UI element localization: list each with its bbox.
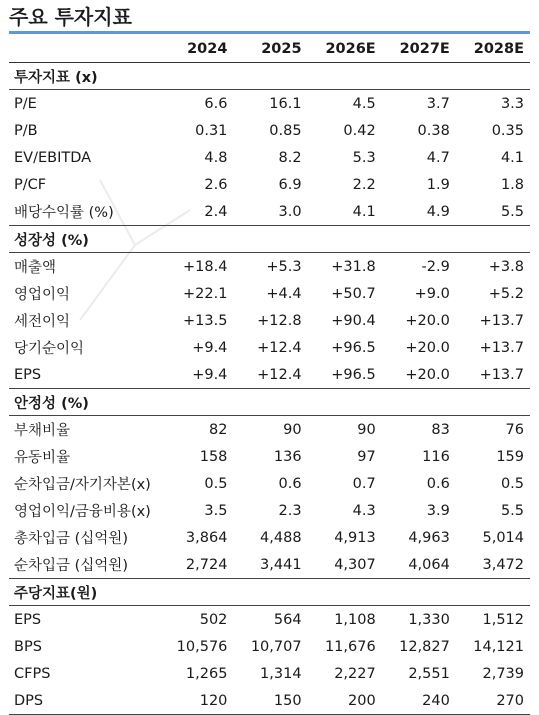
value-cell: 0.7: [352, 475, 376, 492]
investment-indicators-table: [9, 36, 530, 715]
value-cell: 2,739: [482, 665, 524, 682]
value-cell: +90.4: [331, 312, 376, 329]
value-cell: +4.4: [266, 285, 302, 302]
header-year: 2024: [159, 36, 233, 63]
value-cell: 1.8: [500, 176, 524, 193]
value-cell: 4.7: [426, 149, 450, 166]
section-header-row: [9, 63, 530, 90]
value-cell: 5.5: [500, 502, 524, 519]
section-title: 주당지표(원): [9, 579, 530, 606]
row-label: 순차입금/자기자본(x): [14, 477, 151, 493]
value-cell: +20.0: [405, 339, 450, 356]
table-row: [9, 660, 530, 687]
table-row: [9, 606, 530, 634]
value-cell: +3.8: [488, 258, 524, 275]
value-cell: +5.3: [266, 258, 302, 275]
header-year: 2025: [233, 36, 307, 63]
table-row: [9, 198, 530, 226]
value-cell: 2.4: [159, 198, 233, 226]
row-label: P/E: [14, 95, 37, 112]
row-label: 유동비율: [14, 450, 71, 466]
value-cell: 3.3: [500, 95, 524, 112]
value-cell: 4,064: [382, 551, 456, 579]
row-label: 매출액: [14, 260, 57, 276]
value-cell: 5,014: [482, 529, 524, 546]
title-underline: [9, 31, 530, 34]
table-row: [9, 144, 530, 171]
value-cell: 2.6: [204, 176, 228, 193]
value-cell: 0.6: [426, 475, 450, 492]
value-cell: 159: [496, 448, 524, 465]
value-cell: 3,441: [233, 551, 307, 579]
value-cell: +12.8: [257, 312, 302, 329]
value-cell: 120: [159, 687, 233, 715]
value-cell: 4.1: [500, 149, 524, 166]
section-title: 투자지표 (x): [9, 63, 530, 90]
table-row: [9, 90, 530, 118]
row-label: 순차입금 (십억원): [9, 551, 159, 579]
value-cell: 1,265: [185, 665, 228, 682]
value-cell: 0.6: [278, 475, 302, 492]
section-header-row: [9, 579, 530, 606]
value-cell: 270: [456, 687, 530, 715]
row-label: 배당수익률 (%): [9, 198, 159, 226]
section-header-row: [9, 389, 530, 416]
row-label: DPS: [9, 687, 159, 715]
value-cell: 158: [199, 448, 228, 465]
value-cell: 0.31: [195, 122, 228, 139]
row-label: BPS: [14, 638, 42, 655]
value-cell: 16.1: [269, 95, 302, 112]
value-cell: 4.8: [204, 149, 228, 166]
row-label: EPS: [9, 361, 159, 389]
value-cell: 4,307: [308, 551, 382, 579]
table-row: [9, 280, 530, 307]
table-row: [9, 633, 530, 660]
value-cell: 502: [199, 611, 228, 628]
value-cell: +18.4: [182, 258, 228, 275]
header-label-cell: [9, 36, 159, 63]
value-cell: 2,227: [334, 665, 376, 682]
value-cell: +13.5: [182, 312, 228, 329]
value-cell: 6.9: [278, 176, 302, 193]
header-year: 2027E: [382, 36, 456, 63]
value-cell: +9.4: [192, 339, 228, 356]
value-cell: 3.9: [426, 502, 450, 519]
value-cell: 2,551: [408, 665, 450, 682]
table-row: [9, 334, 530, 361]
row-label: 총차입금 (십억원): [14, 531, 128, 547]
value-cell: 90: [357, 421, 376, 438]
table-row: [9, 253, 530, 281]
value-cell: 3,864: [185, 529, 228, 546]
value-cell: 4.9: [382, 198, 456, 226]
value-cell: 4.1: [308, 198, 382, 226]
row-label: P/B: [14, 122, 38, 139]
table-row: [9, 361, 530, 389]
value-cell: +22.1: [182, 285, 228, 302]
value-cell: +12.4: [233, 361, 307, 389]
value-cell: 240: [382, 687, 456, 715]
value-cell: 1,108: [334, 611, 376, 628]
value-cell: 0.85: [269, 122, 302, 139]
value-cell: +96.5: [331, 339, 376, 356]
value-cell: 4,488: [260, 529, 302, 546]
table-row: [9, 497, 530, 524]
table-row: [9, 470, 530, 497]
value-cell: 6.6: [204, 95, 228, 112]
value-cell: 0.5: [500, 475, 524, 492]
value-cell: 14,121: [473, 638, 524, 655]
value-cell: 10,707: [250, 638, 302, 655]
value-cell: +31.8: [331, 258, 376, 275]
header-year: 2026E: [308, 36, 382, 63]
value-cell: 1.9: [426, 176, 450, 193]
value-cell: +20.0: [382, 361, 456, 389]
value-cell: 97: [357, 448, 376, 465]
page-title: 주요 투자지표: [9, 5, 132, 29]
table-row: [9, 416, 530, 444]
row-label: CFPS: [14, 665, 51, 682]
section-title: 성장성 (%): [9, 226, 530, 253]
value-cell: 2.3: [278, 502, 302, 519]
value-cell: -2.9: [421, 258, 450, 275]
value-cell: 0.35: [491, 122, 524, 139]
table-row: [9, 117, 530, 144]
value-cell: 3,472: [456, 551, 530, 579]
value-cell: 136: [273, 448, 302, 465]
value-cell: 0.42: [343, 122, 376, 139]
value-cell: 10,576: [176, 638, 228, 655]
value-cell: 90: [283, 421, 302, 438]
value-cell: 2,724: [159, 551, 233, 579]
header-row: [9, 36, 530, 63]
value-cell: 8.2: [278, 149, 302, 166]
value-cell: 1,512: [482, 611, 524, 628]
value-cell: 3.7: [426, 95, 450, 112]
value-cell: +96.5: [308, 361, 382, 389]
value-cell: 0.5: [204, 475, 228, 492]
value-cell: 5.3: [352, 149, 376, 166]
table-row: [9, 551, 530, 579]
value-cell: 12,827: [399, 638, 450, 655]
value-cell: 1,330: [408, 611, 450, 628]
table-row: [9, 307, 530, 334]
value-cell: 564: [273, 611, 302, 628]
value-cell: +13.7: [479, 312, 524, 329]
value-cell: 4,963: [408, 529, 450, 546]
value-cell: 76: [505, 421, 524, 438]
table-row: [9, 524, 530, 551]
value-cell: 3.5: [204, 502, 228, 519]
value-cell: 116: [422, 448, 450, 465]
value-cell: 4.5: [352, 95, 376, 112]
value-cell: 3.0: [233, 198, 307, 226]
table-row: [9, 443, 530, 470]
value-cell: +9.4: [159, 361, 233, 389]
value-cell: 5.5: [456, 198, 530, 226]
value-cell: 0.38: [417, 122, 450, 139]
value-cell: 2.2: [352, 176, 376, 193]
value-cell: 11,676: [324, 638, 376, 655]
value-cell: +50.7: [331, 285, 376, 302]
value-cell: 200: [308, 687, 382, 715]
row-label: 영업이익: [14, 287, 71, 303]
value-cell: 83: [431, 421, 450, 438]
table-row: [9, 171, 530, 198]
header-year: 2028E: [456, 36, 530, 63]
row-label: EV/EBITDA: [14, 149, 92, 166]
row-label: EPS: [14, 611, 42, 628]
section-title: 안정성 (%): [9, 389, 530, 416]
value-cell: +13.7: [479, 339, 524, 356]
value-cell: 150: [233, 687, 307, 715]
row-label: 부채비율: [14, 423, 71, 439]
value-cell: 1,314: [260, 665, 302, 682]
value-cell: +12.4: [257, 339, 302, 356]
value-cell: +5.2: [488, 285, 524, 302]
value-cell: 4,913: [334, 529, 376, 546]
value-cell: 82: [208, 421, 228, 438]
row-label: P/CF: [14, 176, 47, 193]
value-cell: +9.0: [414, 285, 450, 302]
row-label: 영업이익/금융비용(x): [14, 504, 151, 520]
row-label: 세전이익: [14, 314, 71, 330]
row-label: 당기순이익: [14, 341, 85, 357]
value-cell: +20.0: [405, 312, 450, 329]
table-row: [9, 687, 530, 715]
value-cell: +13.7: [456, 361, 530, 389]
value-cell: 4.3: [352, 502, 376, 519]
section-header-row: [9, 226, 530, 253]
